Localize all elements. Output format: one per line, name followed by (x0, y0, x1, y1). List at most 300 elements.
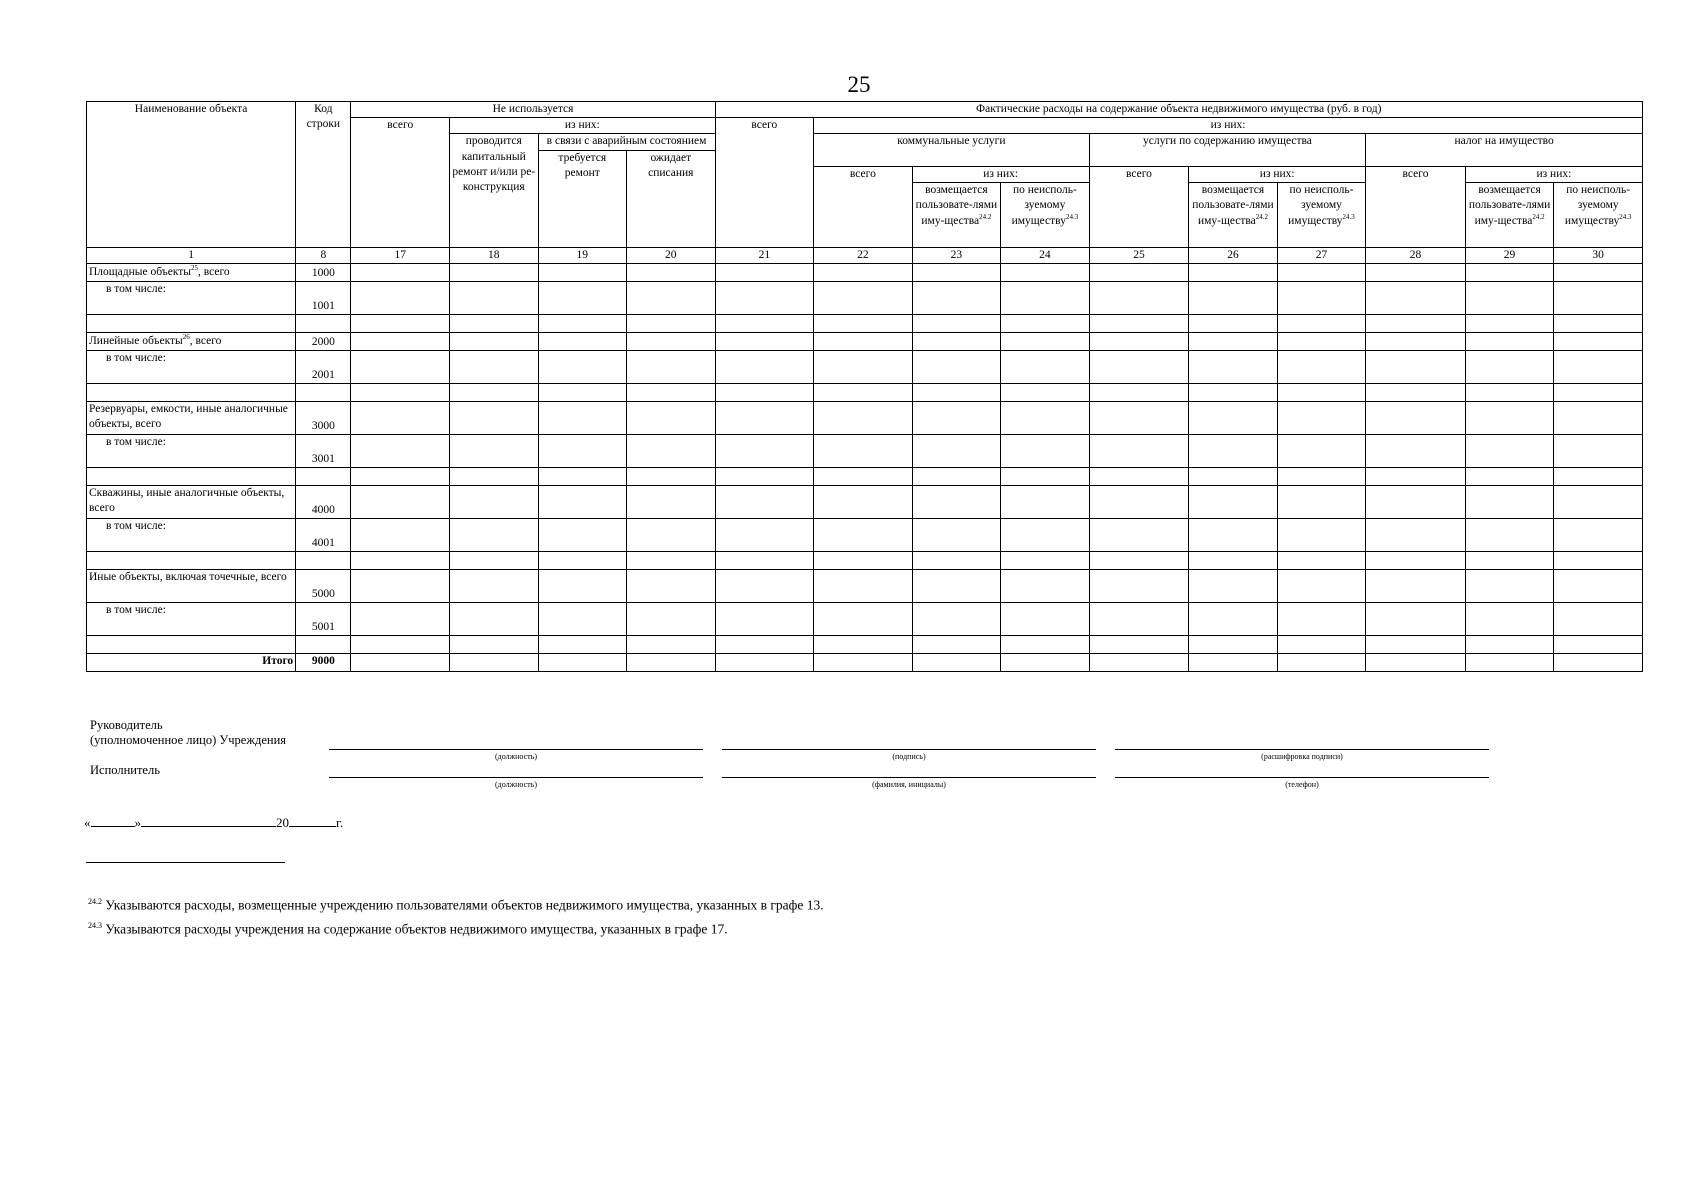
cell-col-19[interactable] (538, 350, 627, 383)
cell-col-23[interactable] (912, 602, 1001, 635)
row-code: 3001 (296, 434, 351, 467)
cell-col-20[interactable] (627, 653, 716, 671)
cell-col-26[interactable] (1189, 602, 1278, 635)
cell-col-18[interactable] (450, 263, 539, 281)
cell-col-23[interactable] (912, 569, 1001, 602)
table-row (87, 383, 1643, 401)
cell-col-17[interactable] (351, 350, 450, 383)
cell-col-21[interactable] (715, 635, 814, 653)
cell-col-23[interactable] (912, 383, 1001, 401)
cell-col-17[interactable] (351, 314, 450, 332)
table-row (87, 281, 1643, 314)
cell-col-29[interactable] (1465, 434, 1554, 467)
reimbursed-footnote-mark: 24.2 (1255, 212, 1268, 221)
cell-col-27[interactable] (1277, 653, 1366, 671)
footnote-separator (86, 862, 285, 863)
cell-col-21[interactable] (715, 467, 814, 485)
cell-col-24[interactable] (1001, 635, 1090, 653)
cell-col-22[interactable] (814, 401, 913, 434)
cell-col-23[interactable] (912, 350, 1001, 383)
cell-col-24[interactable] (1001, 602, 1090, 635)
cell-col-27[interactable] (1277, 332, 1366, 350)
cell-col-19[interactable] (538, 467, 627, 485)
row-label (87, 332, 296, 350)
cell-col-21[interactable] (715, 383, 814, 401)
cell-col-30[interactable] (1554, 551, 1643, 569)
cell-col-27[interactable] (1277, 569, 1366, 602)
table-row (87, 332, 1643, 350)
cell-col-25[interactable] (1089, 383, 1189, 401)
cell-col-20[interactable] (627, 314, 716, 332)
cell-col-21[interactable] (715, 332, 814, 350)
cell-col-19[interactable] (538, 551, 627, 569)
cell-col-30[interactable] (1554, 569, 1643, 602)
date-month-field[interactable] (141, 815, 276, 827)
head-signature-decoding-line[interactable] (1115, 749, 1489, 750)
executor-caption-position: (должность) (495, 780, 537, 789)
cell-col-23[interactable] (912, 263, 1001, 281)
cell-col-25[interactable] (1089, 401, 1189, 434)
cell-col-25[interactable] (1089, 281, 1189, 314)
cell-col-18[interactable] (450, 551, 539, 569)
cell-col-29[interactable] (1465, 314, 1554, 332)
cell-col-20[interactable] (627, 350, 716, 383)
cell-col-23[interactable] (912, 551, 1001, 569)
cell-col-30[interactable] (1554, 281, 1643, 314)
cell-col-29[interactable] (1465, 467, 1554, 485)
footnote (88, 916, 824, 940)
cell-col-21[interactable] (715, 485, 814, 518)
cell-col-20[interactable] (627, 635, 716, 653)
column-number: 1 (87, 247, 296, 263)
cell-col-18[interactable] (450, 401, 539, 434)
date-year-prefix: 20 (276, 815, 289, 830)
cell-col-28[interactable] (1366, 263, 1466, 281)
cell-col-22[interactable] (814, 602, 913, 635)
cell-col-21[interactable] (715, 281, 814, 314)
cell-col-25[interactable] (1089, 485, 1189, 518)
cell-col-26[interactable] (1189, 401, 1278, 434)
cell-col-30[interactable] (1554, 485, 1643, 518)
cell-col-28[interactable] (1366, 401, 1466, 434)
cell-col-24[interactable] (1001, 434, 1090, 467)
cell-col-24[interactable] (1001, 383, 1090, 401)
cell-col-19[interactable] (538, 332, 627, 350)
cell-col-18[interactable] (450, 569, 539, 602)
footnotes (88, 892, 824, 939)
cell-col-21[interactable] (715, 350, 814, 383)
cell-col-19[interactable] (538, 383, 627, 401)
cell-col-17[interactable] (351, 434, 450, 467)
head-label-1: Руководитель (90, 718, 163, 732)
cell-col-29[interactable] (1465, 263, 1554, 281)
cell-col-27[interactable] (1277, 281, 1366, 314)
cell-col-19[interactable] (538, 485, 627, 518)
cell-col-20[interactable] (627, 332, 716, 350)
header-utilities-of-them-label: из них: (913, 167, 1089, 183)
cell-col-28[interactable] (1366, 485, 1466, 518)
cell-col-24[interactable] (1001, 485, 1090, 518)
cell-col-29[interactable] (1465, 653, 1554, 671)
cell-col-28[interactable] (1366, 281, 1466, 314)
cell-col-30[interactable] (1554, 635, 1643, 653)
cell-col-24[interactable] (1001, 281, 1090, 314)
table-row (87, 551, 1643, 569)
cell-col-28[interactable] (1366, 518, 1466, 551)
cell-col-23[interactable] (912, 653, 1001, 671)
cell-col-25[interactable] (1089, 602, 1189, 635)
cell-col-25[interactable] (1089, 551, 1189, 569)
cell-col-29[interactable] (1465, 569, 1554, 602)
cell-col-27[interactable] (1277, 635, 1366, 653)
cell-col-21[interactable] (715, 263, 814, 281)
cell-col-20[interactable] (627, 263, 716, 281)
cell-col-24[interactable] (1001, 518, 1090, 551)
cell-col-30[interactable] (1554, 434, 1643, 467)
cell-col-26[interactable] (1189, 263, 1278, 281)
cell-col-23[interactable] (912, 434, 1001, 467)
row-label (87, 263, 296, 281)
cell-col-18[interactable] (450, 281, 539, 314)
cell-col-21[interactable] (715, 653, 814, 671)
column-number: 20 (627, 247, 716, 263)
cell-col-19[interactable] (538, 401, 627, 434)
header-tax-reimbursed (1466, 183, 1555, 247)
cell-col-26[interactable] (1189, 635, 1278, 653)
cell-col-18[interactable] (450, 383, 539, 401)
cell-col-26[interactable] (1189, 281, 1278, 314)
cell-col-30[interactable] (1554, 518, 1643, 551)
head-signature-line[interactable] (722, 749, 1096, 750)
table-row (87, 569, 1643, 602)
cell-col-20[interactable] (627, 281, 716, 314)
header-emergency-state: в связи с аварийным состоянием (538, 134, 715, 150)
cell-col-30[interactable] (1554, 263, 1643, 281)
cell-col-18[interactable] (450, 635, 539, 653)
reimbursed-footnote-mark: 24.2 (1532, 212, 1545, 221)
cell-col-29[interactable] (1465, 383, 1554, 401)
cell-col-20[interactable] (627, 602, 716, 635)
cell-col-27[interactable] (1277, 383, 1366, 401)
column-number: 27 (1277, 247, 1366, 263)
date-day-field[interactable] (91, 815, 135, 827)
cell-col-25[interactable] (1089, 467, 1189, 485)
cell-col-29[interactable] (1465, 518, 1554, 551)
cell-col-21[interactable] (715, 551, 814, 569)
cell-col-30[interactable] (1554, 383, 1643, 401)
cell-col-17[interactable] (351, 401, 450, 434)
cell-col-29[interactable] (1465, 551, 1554, 569)
cell-col-22[interactable] (814, 653, 913, 671)
cell-col-18[interactable] (450, 434, 539, 467)
table-row (87, 314, 1643, 332)
header-awaiting-writeoff: ожидает списания (627, 150, 716, 247)
cell-col-25[interactable] (1089, 434, 1189, 467)
cell-col-22[interactable] (814, 263, 913, 281)
cell-col-26[interactable] (1189, 653, 1278, 671)
cell-col-24[interactable] (1001, 569, 1090, 602)
cell-col-19[interactable] (538, 434, 627, 467)
cell-col-28[interactable] (1366, 569, 1466, 602)
cell-col-28[interactable] (1366, 314, 1466, 332)
cell-col-26[interactable] (1189, 551, 1278, 569)
row-footnote-mark: 26 (182, 332, 190, 341)
cell-col-19[interactable] (538, 314, 627, 332)
cell-col-17[interactable] (351, 383, 450, 401)
cell-col-19[interactable] (538, 518, 627, 551)
table-row (87, 350, 1643, 383)
cell-col-29[interactable] (1465, 281, 1554, 314)
row-code (296, 551, 351, 569)
cell-col-30[interactable] (1554, 653, 1643, 671)
cell-col-29[interactable] (1465, 602, 1554, 635)
header-expenses-total: всего (715, 118, 814, 247)
cell-col-23[interactable] (912, 281, 1001, 314)
cell-col-20[interactable] (627, 467, 716, 485)
executor-phone-line[interactable] (1115, 777, 1489, 778)
row-code: 5000 (296, 569, 351, 602)
date-year-field[interactable] (289, 815, 336, 827)
cell-col-26[interactable] (1189, 467, 1278, 485)
header-property-tax: налог на имущество (1366, 134, 1643, 166)
footnote-text: Указываются расходы, возмещенные учреждению пользователями объектов недвижимого имущества, указанных в графе 13. (105, 897, 824, 913)
page-number: 25 (847, 72, 871, 97)
cell-col-21[interactable] (715, 401, 814, 434)
cell-col-29[interactable] (1465, 332, 1554, 350)
cell-col-27[interactable] (1277, 602, 1366, 635)
cell-col-27[interactable] (1277, 518, 1366, 551)
row-label: в том числе: (87, 281, 296, 314)
cell-col-26[interactable] (1189, 434, 1278, 467)
cell-col-22[interactable] (814, 551, 913, 569)
cell-col-20[interactable] (627, 569, 716, 602)
cell-col-22[interactable] (814, 383, 913, 401)
cell-col-18[interactable] (450, 314, 539, 332)
header-not-used: Не используется (351, 102, 715, 118)
cell-col-28[interactable] (1366, 551, 1466, 569)
column-number: 21 (715, 247, 814, 263)
cell-col-27[interactable] (1277, 350, 1366, 383)
cell-col-27[interactable] (1277, 263, 1366, 281)
cell-col-18[interactable] (450, 350, 539, 383)
cell-col-22[interactable] (814, 518, 913, 551)
cell-col-21[interactable] (715, 434, 814, 467)
executor-name-line[interactable] (722, 777, 1096, 778)
cell-col-27[interactable] (1277, 467, 1366, 485)
cell-col-22[interactable] (814, 485, 913, 518)
cell-col-25[interactable] (1089, 569, 1189, 602)
cell-col-28[interactable] (1366, 467, 1466, 485)
cell-col-18[interactable] (450, 653, 539, 671)
reimbursed-text: возмещается пользовате-лями иму-щества (915, 183, 998, 227)
cell-col-24[interactable] (1001, 332, 1090, 350)
cell-col-27[interactable] (1277, 485, 1366, 518)
cell-col-26[interactable] (1189, 332, 1278, 350)
header-not-used-of-them: из них: (450, 118, 716, 134)
cell-col-19[interactable] (538, 263, 627, 281)
row-label (87, 314, 296, 332)
cell-col-19[interactable] (538, 569, 627, 602)
cell-col-29[interactable] (1465, 350, 1554, 383)
cell-col-28[interactable] (1366, 635, 1466, 653)
cell-col-28[interactable] (1366, 332, 1466, 350)
row-label: в том числе: (87, 434, 296, 467)
cell-col-17[interactable] (351, 518, 450, 551)
cell-col-22[interactable] (814, 434, 913, 467)
cell-col-18[interactable] (450, 467, 539, 485)
cell-col-20[interactable] (627, 551, 716, 569)
cell-col-26[interactable] (1189, 518, 1278, 551)
cell-col-23[interactable] (912, 635, 1001, 653)
cell-col-21[interactable] (715, 602, 814, 635)
row-label: в том числе: (87, 518, 296, 551)
date-year-suffix: г. (336, 815, 344, 830)
cell-col-20[interactable] (627, 383, 716, 401)
table-row (87, 602, 1643, 635)
cell-col-24[interactable] (1001, 551, 1090, 569)
column-number: 28 (1366, 247, 1466, 263)
cell-col-20[interactable] (627, 434, 716, 467)
cell-col-30[interactable] (1554, 602, 1643, 635)
cell-col-18[interactable] (450, 518, 539, 551)
cell-col-24[interactable] (1001, 263, 1090, 281)
table-row (87, 635, 1643, 653)
column-number: 24 (1001, 247, 1090, 263)
cell-col-19[interactable] (538, 602, 627, 635)
cell-col-17[interactable] (351, 653, 450, 671)
cell-col-23[interactable] (912, 485, 1001, 518)
cell-col-17[interactable] (351, 281, 450, 314)
cell-col-27[interactable] (1277, 314, 1366, 332)
executor-position-line[interactable] (329, 777, 703, 778)
cell-col-25[interactable] (1089, 263, 1189, 281)
cell-col-24[interactable] (1001, 401, 1090, 434)
footnote (88, 892, 824, 916)
cell-col-23[interactable] (912, 314, 1001, 332)
cell-col-22[interactable] (814, 314, 913, 332)
cell-col-25[interactable] (1089, 635, 1189, 653)
cell-col-22[interactable] (814, 332, 913, 350)
cell-col-18[interactable] (450, 602, 539, 635)
cell-col-22[interactable] (814, 635, 913, 653)
cell-col-21[interactable] (715, 518, 814, 551)
column-number: 17 (351, 247, 450, 263)
cell-col-19[interactable] (538, 653, 627, 671)
cell-col-24[interactable] (1001, 314, 1090, 332)
cell-col-26[interactable] (1189, 350, 1278, 383)
cell-col-23[interactable] (912, 467, 1001, 485)
cell-col-23[interactable] (912, 518, 1001, 551)
cell-col-21[interactable] (715, 314, 814, 332)
cell-col-30[interactable] (1554, 350, 1643, 383)
head-caption-position: (должность) (495, 752, 537, 761)
cell-col-30[interactable] (1554, 467, 1643, 485)
cell-col-27[interactable] (1277, 551, 1366, 569)
cell-col-30[interactable] (1554, 314, 1643, 332)
cell-col-25[interactable] (1089, 314, 1189, 332)
cell-col-25[interactable] (1089, 332, 1189, 350)
row-label: Иные объекты, включая точечные, всего (87, 569, 296, 602)
cell-col-27[interactable] (1277, 434, 1366, 467)
header-maintenance: услуги по содержанию имущества (1089, 134, 1366, 166)
cell-col-29[interactable] (1465, 401, 1554, 434)
cell-col-26[interactable] (1189, 485, 1278, 518)
cell-col-17[interactable] (351, 551, 450, 569)
cell-col-22[interactable] (814, 281, 913, 314)
cell-col-19[interactable] (538, 635, 627, 653)
cell-col-28[interactable] (1366, 350, 1466, 383)
cell-col-30[interactable] (1554, 401, 1643, 434)
cell-col-28[interactable] (1366, 602, 1466, 635)
cell-col-20[interactable] (627, 485, 716, 518)
column-number: 30 (1554, 247, 1643, 263)
expenses-table (86, 101, 1643, 672)
cell-col-17[interactable] (351, 602, 450, 635)
cell-col-21[interactable] (715, 569, 814, 602)
cell-col-19[interactable] (538, 281, 627, 314)
cell-col-17[interactable] (351, 635, 450, 653)
cell-col-25[interactable] (1089, 350, 1189, 383)
row-footnote-mark: 25 (191, 263, 199, 272)
table-row (87, 434, 1643, 467)
header-tax-unused (1554, 183, 1642, 247)
cell-col-23[interactable] (912, 401, 1001, 434)
cell-col-17[interactable] (351, 485, 450, 518)
cell-col-23[interactable] (912, 332, 1001, 350)
column-number: 26 (1189, 247, 1278, 263)
cell-col-24[interactable] (1001, 350, 1090, 383)
table-row (87, 263, 1643, 281)
table-row (87, 467, 1643, 485)
cell-col-17[interactable] (351, 332, 450, 350)
header-repair-required: требуется ремонт (538, 150, 627, 247)
cell-col-20[interactable] (627, 401, 716, 434)
cell-col-25[interactable] (1089, 518, 1189, 551)
cell-col-28[interactable] (1366, 383, 1466, 401)
cell-col-24[interactable] (1001, 653, 1090, 671)
cell-col-17[interactable] (351, 467, 450, 485)
cell-col-26[interactable] (1189, 383, 1278, 401)
header-maintenance-total: всего (1089, 166, 1189, 247)
cell-col-28[interactable] (1366, 434, 1466, 467)
cell-col-30[interactable] (1554, 332, 1643, 350)
cell-col-27[interactable] (1277, 401, 1366, 434)
cell-col-17[interactable] (351, 263, 450, 281)
header-tax-of-them (1465, 166, 1642, 247)
cell-col-20[interactable] (627, 518, 716, 551)
cell-col-29[interactable] (1465, 485, 1554, 518)
cell-col-18[interactable] (450, 485, 539, 518)
footnote-mark: 24.3 (88, 920, 102, 930)
head-position-line[interactable] (329, 749, 703, 750)
header-maintenance-unused (1278, 183, 1366, 247)
row-label-text: Площадные объекты (89, 265, 192, 278)
cell-col-25[interactable] (1089, 653, 1189, 671)
cell-col-22[interactable] (814, 467, 913, 485)
row-code: 2001 (296, 350, 351, 383)
cell-col-17[interactable] (351, 569, 450, 602)
row-label: Скважины, иные аналогичные объекты, всего (87, 485, 296, 518)
cell-col-26[interactable] (1189, 569, 1278, 602)
column-number: 29 (1465, 247, 1554, 263)
cell-col-28[interactable] (1366, 653, 1466, 671)
cell-col-18[interactable] (450, 332, 539, 350)
cell-col-24[interactable] (1001, 467, 1090, 485)
cell-col-29[interactable] (1465, 635, 1554, 653)
cell-col-26[interactable] (1189, 314, 1278, 332)
cell-col-22[interactable] (814, 350, 913, 383)
cell-col-22[interactable] (814, 569, 913, 602)
